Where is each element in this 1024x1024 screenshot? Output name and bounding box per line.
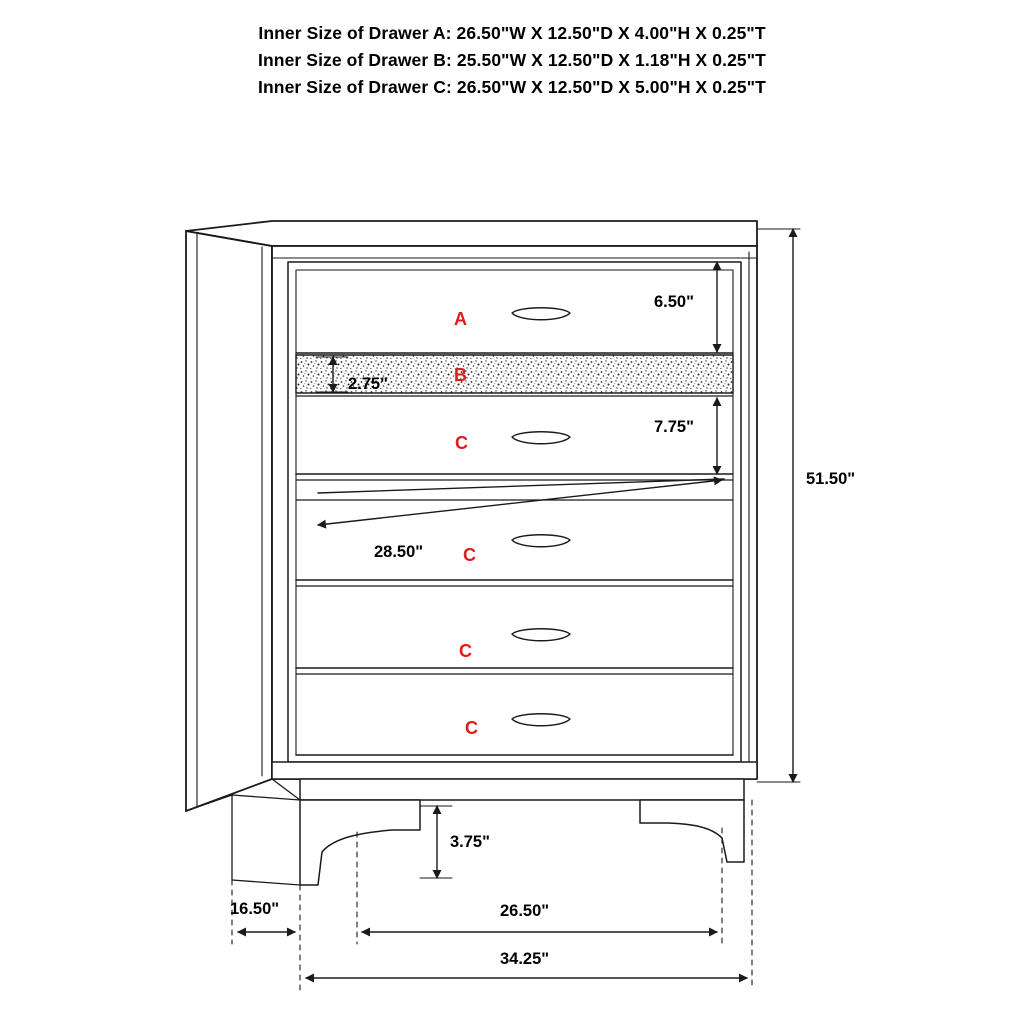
drawer-letter-a: A	[454, 309, 467, 329]
drawer-letter-c-2: C	[463, 545, 476, 565]
drawer-letter-c-4: C	[465, 718, 478, 738]
dim-label-inner-width: 28.50"	[374, 543, 424, 561]
dim-label-front-width: 26.50"	[500, 902, 550, 920]
spec-line-drawer-c: Inner Size of Drawer C: 26.50"W X 12.50"D X 5.00"H X 0.25"T	[258, 77, 766, 97]
dim-label-overall-width: 34.25"	[500, 950, 550, 968]
dim-label-total-height: 51.50"	[806, 470, 856, 488]
dim-label-drawer-a-height: 6.50"	[654, 293, 694, 311]
drawer-letter-c-1: C	[455, 433, 468, 453]
drawer-letter-b: B	[454, 365, 467, 385]
dim-label-drawer-c-height: 7.75"	[654, 418, 694, 436]
dim-label-drawer-b-height: 2.75"	[348, 375, 388, 393]
dim-label-leg-height: 3.75"	[450, 833, 490, 851]
spec-line-drawer-a: Inner Size of Drawer A: 26.50"W X 12.50"D X 4.00"H X 0.25"T	[258, 23, 766, 43]
drawer-letter-c-3: C	[459, 641, 472, 661]
spec-line-drawer-b: Inner Size of Drawer B: 25.50"W X 12.50"D X 1.18"H X 0.25"T	[258, 50, 766, 70]
dim-label-side-depth: 16.50"	[230, 900, 280, 918]
